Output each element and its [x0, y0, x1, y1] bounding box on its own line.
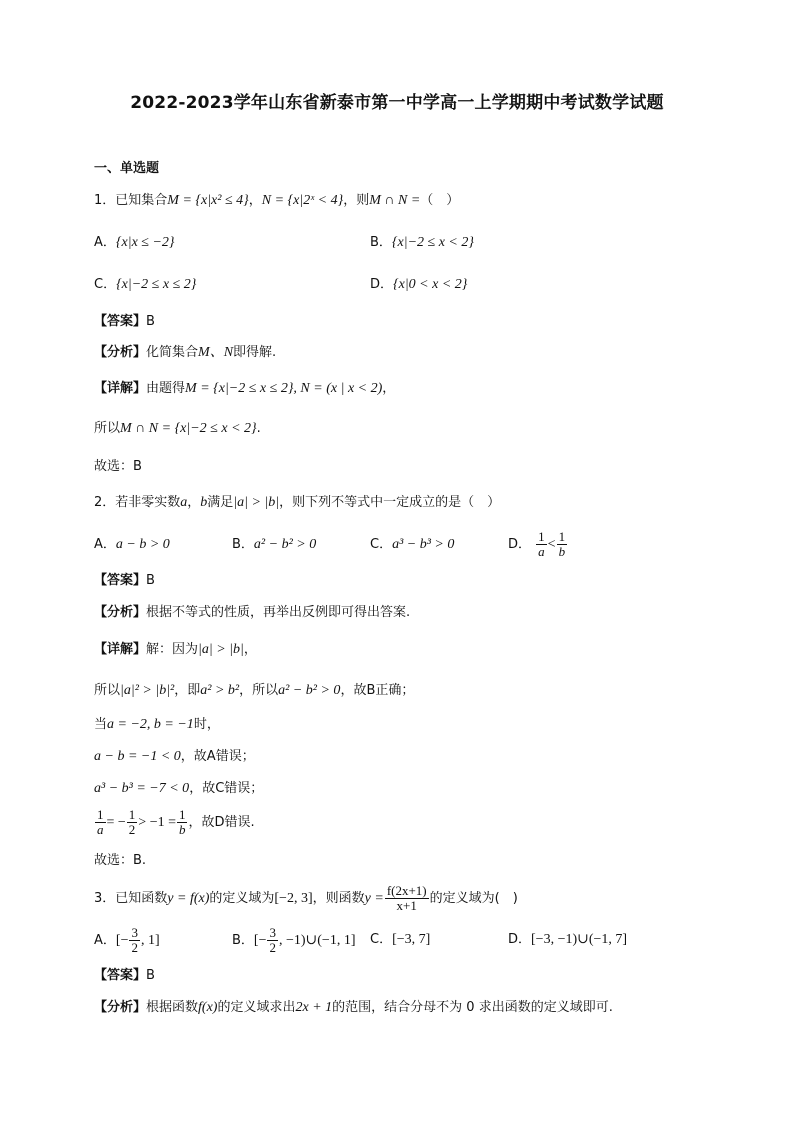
- q1-detail: 【详解】由题得M = {x|−2 ≤ x ≤ 2}, N = (x | x < 2)，: [94, 381, 396, 396]
- q2-choice: 故选：B.: [94, 853, 147, 868]
- q1-option-c: C．{x|−2 ≤ x ≤ 2}: [94, 277, 197, 292]
- q2-detail-line-4: a³ − b³ = −7 < 0，故C错误；: [94, 781, 264, 796]
- q2-detail-line-2: 当a = −2, b = −1时，: [94, 717, 220, 732]
- q3-analysis: 【分析】根据函数f(x)的定义域求出2x + 1的范围，结合分母不为 0 求出函数的定义域即可.: [94, 1000, 613, 1015]
- q3-answer: 【答案】B: [94, 968, 155, 983]
- q1-answer: 【答案】B: [94, 314, 155, 329]
- fraction: $\frac{1}{b}$: [558, 529, 566, 559]
- q2-option-a: A．a − b > 0: [94, 537, 170, 552]
- fraction: $\frac{3}{2}$: [269, 925, 276, 955]
- q3-option-d: D．[−3, −1)∪(−1, 7]: [508, 932, 628, 947]
- q1-option-d: D．{x|0 < x < 2}: [370, 277, 468, 292]
- q2-detail-line-3: a − b = −1 < 0，故A错误；: [94, 749, 255, 764]
- fraction: $\frac{3}{2}$: [131, 925, 138, 955]
- q1-option-b: B．{x|−2 ≤ x < 2}: [370, 235, 474, 250]
- q2-detail: 【详解】解：因为|a| > |b|，: [94, 642, 257, 657]
- q2-detail-line-5: $\frac{1}{a}$ = − $\frac{1}{2}$ > −1 = $\frac{1}{b}$ ，故D错误.: [97, 807, 255, 837]
- q2-detail-line-1: 所以|a|² > |b|²，即a² > b²，所以a² − b² > 0，故B正确；: [94, 683, 415, 698]
- fraction: $\frac{1}{2}$: [128, 807, 136, 837]
- question-3-stem: 3．已知函数y = f(x)的定义域为[−2, 3]，则函数y = $\frac{f(2x+1)}{x+1}$ 的定义域为( ): [94, 883, 518, 913]
- question-1-stem: 1．已知集合M = {x|x² ≤ 4}，N = {x|2ˣ < 4}，则M ∩ N =（ ）: [94, 193, 460, 208]
- q1-analysis: 【分析】化简集合M、N即得解.: [94, 345, 277, 360]
- q1-conclusion: 所以M ∩ N = {x|−2 ≤ x < 2}.: [94, 421, 261, 436]
- fraction: $\frac{1}{b}$: [178, 807, 186, 837]
- q2-answer: 【答案】B: [94, 573, 155, 588]
- fraction: $\frac{1}{a}$: [538, 529, 545, 559]
- q3-option-c: C．[−3, 7]: [370, 932, 431, 947]
- fraction: $\frac{1}{a}$: [97, 807, 104, 837]
- fraction: $\frac{f(2x+1)}{x+1}$: [386, 883, 427, 913]
- q1-choice: 故选：B: [94, 459, 142, 474]
- page-title: 2022-2023学年山东省新泰市第一中学高一上学期期中考试数学试题: [130, 93, 664, 113]
- q2-option-d: D． $\frac{1}{a}$ < $\frac{1}{b}$: [508, 529, 566, 559]
- q3-option-a: A．[− $\frac{3}{2}$ , 1]: [94, 925, 160, 955]
- q3-option-b: B．[− $\frac{3}{2}$ , −1)∪(−1, 1]: [232, 925, 356, 955]
- section-heading: 一、单选题: [94, 161, 160, 176]
- q2-analysis: 【分析】根据不等式的性质，再举出反例即可得出答案.: [94, 605, 411, 620]
- q2-option-b: B．a² − b² > 0: [232, 537, 317, 552]
- q1-option-a: A．{x|x ≤ −2}: [94, 235, 175, 250]
- q2-option-c: C．a³ − b³ > 0: [370, 537, 455, 552]
- question-2-stem: 2．若非零实数a，b满足|a| > |b|，则下列不等式中一定成立的是（ ）: [94, 495, 501, 510]
